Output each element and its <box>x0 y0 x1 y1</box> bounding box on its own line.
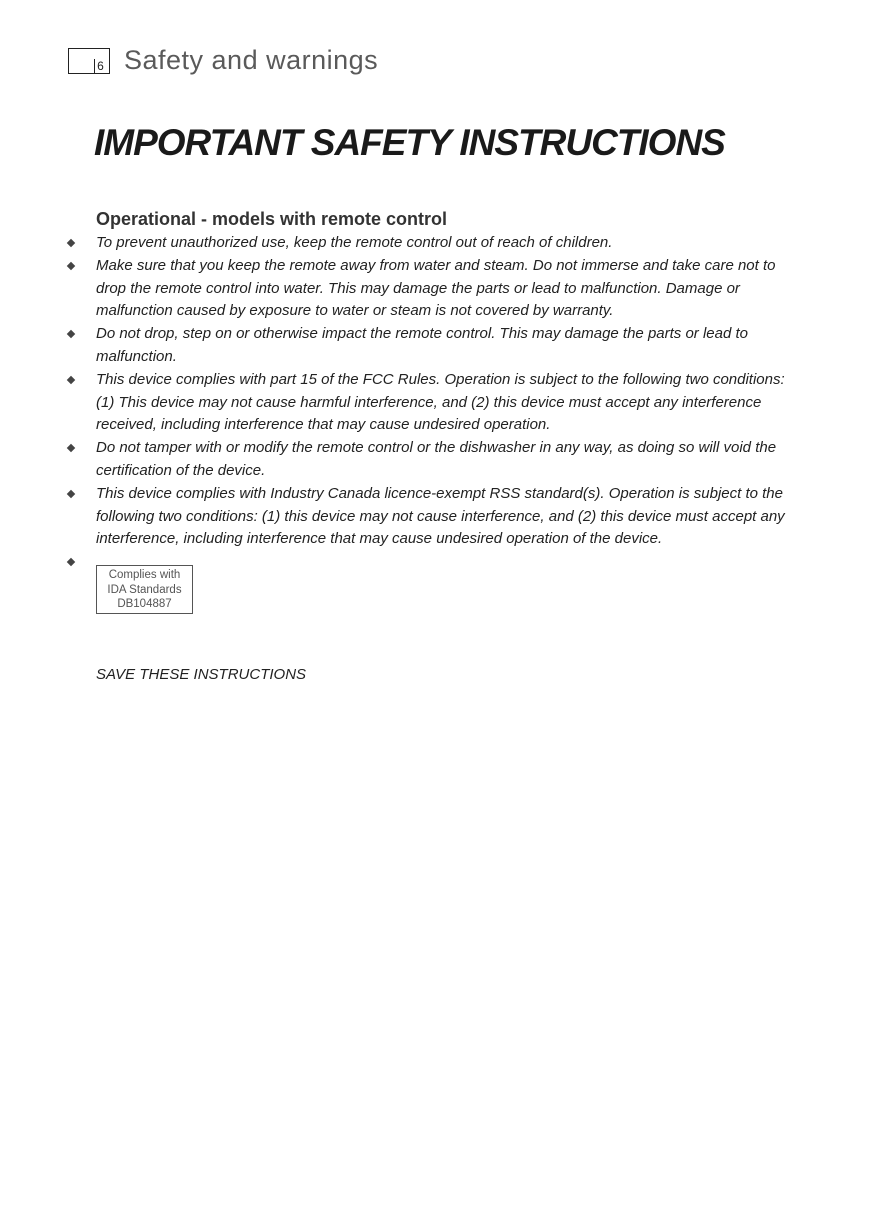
list-item-text: Do not drop, step on or otherwise impact the remote control. This may damage the parts or lead to malfunction. <box>96 325 748 365</box>
instruction-list <box>62 232 802 625</box>
page-number-box <box>68 48 110 74</box>
list-item-text: This device complies with Industry Canada licence-exempt RSS standard(s). Operation is subject to the following two conditions: (1) this device may not cause interference, and (2) this device must accept any interference, including interference that may cause undesired operation of the device. <box>96 484 785 548</box>
list-item-text: Do not tamper with or modify the remote control or the dishwasher in any way, as doing so will void the certification of the device. <box>96 439 777 479</box>
bullet-icon <box>67 444 75 452</box>
bullet-icon <box>67 376 75 384</box>
sub-heading: Operational - models with remote control <box>96 209 448 229</box>
list-item <box>62 437 802 483</box>
bullet-icon <box>67 262 75 270</box>
page-header <box>68 46 378 74</box>
ida-label-line1: Complies with <box>108 569 181 582</box>
bullet-icon <box>67 490 75 498</box>
list-item-ida-label <box>62 551 802 625</box>
ida-compliance-label <box>96 565 193 614</box>
page-number: 6 <box>94 59 106 74</box>
ida-label-line2: IDA Standards <box>107 583 182 596</box>
list-item <box>62 483 802 551</box>
bullet-icon <box>67 239 75 247</box>
list-item-text: This device complies with part 15 of the FCC Rules. Operation is subject to the following two conditions: (1) This device may not cause harmful interference, and (2) this device must accept any interference received, including interference that may cause undesired operation. <box>96 370 785 434</box>
section-title: Safety and warnings <box>124 45 379 75</box>
list-item <box>62 369 802 437</box>
ida-label-line3: DB104887 <box>117 598 172 611</box>
list-item <box>62 255 802 323</box>
list-item-text: Make sure that you keep the remote away from water and steam. Do not immerse and take care not to drop the remote control into water. This may damage the parts or lead to malfunction. Damage or malfunction caused by exposure to water or steam is not covered by warranty. <box>96 256 776 320</box>
save-instructions-text: SAVE THESE INSTRUCTIONS <box>96 666 307 683</box>
main-title: IMPORTANT SAFETY INSTRUCTIONS <box>94 122 725 163</box>
bullet-icon <box>67 330 75 338</box>
list-item <box>62 232 802 255</box>
list-item <box>62 323 802 369</box>
list-item-text: To prevent unauthorized use, keep the remote control out of reach of children. <box>96 234 613 251</box>
bullet-icon <box>67 558 75 566</box>
